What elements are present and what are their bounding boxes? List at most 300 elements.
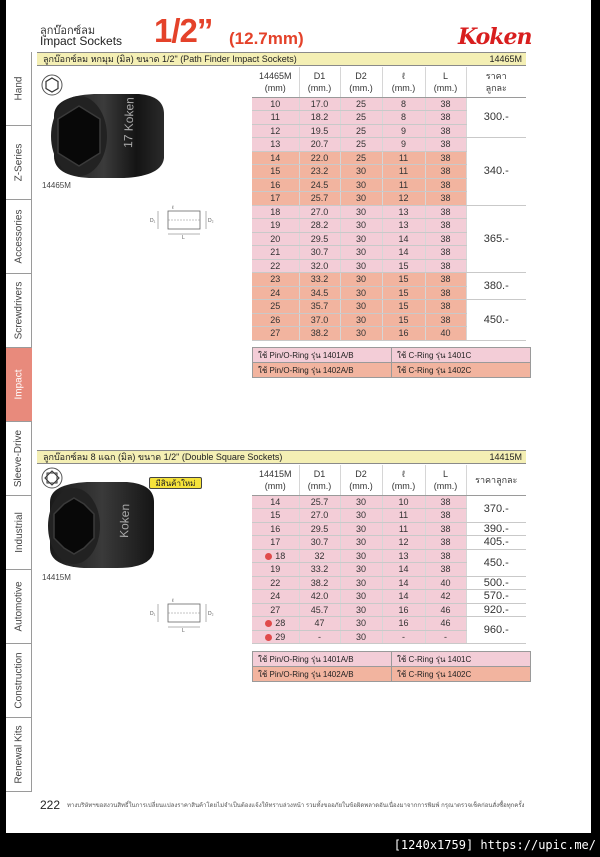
size-cell	[252, 576, 299, 590]
size-cell	[252, 495, 299, 509]
spec-cell-d2: 25	[340, 124, 382, 138]
spec-cell-l: 38	[425, 563, 466, 577]
price-cell: 300.-	[466, 97, 526, 138]
side-tab-label: Accessories	[13, 209, 25, 264]
column-header-title: 14465M	[258, 70, 292, 81]
column-header	[382, 67, 425, 97]
size-value: 27	[270, 328, 281, 339]
svg-text:D₂: D₂	[208, 218, 214, 224]
svg-text:L: L	[182, 235, 185, 239]
double-square-socket-photo	[42, 476, 162, 572]
ring-cell: ใช้ Pin/O-Ring รุ่น 1402A/B	[253, 667, 392, 682]
table-row	[252, 549, 526, 563]
size-value: 22	[270, 260, 281, 271]
size-value: 17	[270, 193, 281, 204]
size-cell	[252, 259, 299, 273]
spec-cell-l: 15	[382, 259, 425, 273]
size-cell	[252, 232, 299, 246]
side-tab-z-series[interactable]	[6, 126, 32, 200]
spec-cell-l: 40	[425, 576, 466, 590]
spec-cell-d1: 38.2	[299, 327, 340, 341]
spec-cell-l: 40	[425, 327, 466, 341]
table-row	[252, 205, 526, 219]
spec-cell-l: 38	[425, 111, 466, 125]
spec-cell-d2: 30	[340, 590, 382, 604]
spec-cell-d2: 30	[340, 273, 382, 287]
spec-cell-l: 11	[382, 522, 425, 536]
column-header-title: ราคา	[485, 70, 507, 81]
size-cell	[252, 327, 299, 341]
spec-cell-d2: 30	[340, 576, 382, 590]
spec-cell-d1: 27.0	[299, 509, 340, 523]
spec-cell-d1: 17.0	[299, 97, 340, 111]
spec-cell-d1: 24.5	[299, 178, 340, 192]
spec-cell-d1: 25.7	[299, 495, 340, 509]
spec-cell-l: 14	[382, 590, 425, 604]
spec-cell-d1: 35.7	[299, 300, 340, 314]
spec-cell-l: 38	[425, 313, 466, 327]
column-header	[382, 465, 425, 495]
spec-cell-d1: 30.7	[299, 536, 340, 550]
spec-cell-l: 15	[382, 273, 425, 287]
double-square-socket-dimension-drawing	[146, 598, 218, 632]
spec-cell-d2: 25	[340, 138, 382, 152]
spec-cell-d1: 22.0	[299, 151, 340, 165]
price-cell: 920.-	[466, 603, 526, 617]
spec-cell-d2: 25	[340, 97, 382, 111]
spec-cell-d2: 30	[340, 563, 382, 577]
table-row	[252, 590, 526, 604]
section1-spec-table	[252, 67, 526, 341]
column-header-title: ราคาลูกละ	[475, 474, 518, 485]
spec-cell-d2: 30	[340, 509, 382, 523]
spec-cell-l: 16	[382, 617, 425, 631]
size-cell	[252, 165, 299, 179]
side-tab-industrial[interactable]	[6, 496, 32, 570]
spec-cell-d1: 27.0	[299, 205, 340, 219]
spec-cell-l: 38	[425, 205, 466, 219]
size-cell	[252, 273, 299, 287]
footer-disclaimer: ทางบริษัทฯขอสงวนสิทธิ์ในการเปลี่ยนแปลงราคาสินค้าโดยไม่จำเป็นต้องแจ้งให้ทราบล่วงหน้า รวมทั้งขออภัยในข้อผิดพลาดอันเนื่องมาจากการพิมพ์ กรุณาตรวจเช็คก่อนสั่งซื้อทุกครั้ง	[67, 803, 525, 809]
spec-cell-d2: 30	[340, 313, 382, 327]
spec-cell-l: 38	[425, 219, 466, 233]
spec-cell-l: 38	[425, 259, 466, 273]
size-value: 19	[270, 220, 281, 231]
svg-text:ℓ: ℓ	[172, 598, 174, 604]
column-header-title: D1	[313, 468, 326, 479]
spec-cell-l: 12	[382, 192, 425, 206]
spec-cell-d2: 30	[340, 259, 382, 273]
spec-cell-l: 13	[382, 549, 425, 563]
spec-cell-l: 11	[382, 178, 425, 192]
column-header-title: D1	[313, 70, 326, 81]
header-size-mm: (12.7mm)	[229, 29, 304, 48]
size-value: 28	[275, 618, 286, 629]
spec-cell-l: 38	[425, 192, 466, 206]
spec-cell-d2: 25	[340, 111, 382, 125]
size-cell	[252, 151, 299, 165]
header-title: Impact Sockets	[40, 34, 123, 48]
spec-cell-l: 38	[425, 246, 466, 260]
size-cell	[252, 313, 299, 327]
price-cell: 500.-	[466, 576, 526, 590]
size-value: 20	[270, 233, 281, 244]
size-value: 15	[270, 510, 281, 521]
size-cell	[252, 219, 299, 233]
price-cell: 340.-	[466, 138, 526, 206]
spec-cell-d2: 30	[340, 246, 382, 260]
table-row	[252, 576, 526, 590]
spec-cell-l: 13	[382, 219, 425, 233]
new-product-badge: มีสินค้าใหม่	[149, 477, 202, 489]
svg-text:D₂: D₂	[208, 611, 214, 617]
size-value: 22	[270, 577, 281, 588]
section2-spec-table	[252, 465, 526, 644]
category-tabs	[6, 52, 32, 792]
table-row	[252, 300, 526, 314]
column-header-unit: ลูกละ	[485, 82, 507, 93]
price-cell: 405.-	[466, 536, 526, 550]
new-item-dot	[265, 620, 272, 627]
column-header-price	[466, 67, 526, 97]
new-item-dot	[265, 634, 272, 641]
spec-cell-d1: 45.7	[299, 603, 340, 617]
hex-socket-dimension-drawing	[146, 205, 218, 239]
spec-cell-d1: -	[299, 630, 340, 644]
size-value: 15	[270, 166, 281, 177]
spec-cell-l: 38	[425, 273, 466, 287]
table-row	[252, 138, 526, 152]
spec-cell-l: 38	[425, 178, 466, 192]
size-cell	[252, 300, 299, 314]
size-cell	[252, 97, 299, 111]
ring-cell: ใช้ C-Ring รุ่น 1401C	[392, 652, 531, 667]
spec-cell-d2: 30	[340, 205, 382, 219]
spec-cell-d2: 30	[340, 219, 382, 233]
spec-cell-d2: 30	[340, 495, 382, 509]
column-header-title: ℓ	[402, 468, 405, 479]
spec-cell-l: 38	[425, 151, 466, 165]
spec-cell-l: 46	[425, 617, 466, 631]
spec-cell-l: 11	[382, 165, 425, 179]
size-cell	[252, 111, 299, 125]
column-header-unit: (mm.)	[349, 480, 373, 491]
section1-photo-caption: 14465M	[42, 181, 71, 190]
size-value: 26	[270, 314, 281, 325]
column-header-unit: (mm.)	[349, 82, 373, 93]
size-cell	[252, 509, 299, 523]
section2-band-title: ลูกบ๊อกซ์ลม 8 แฉก (มิล) ขนาด 1/2" (Double Square Sockets)	[43, 452, 283, 462]
brand-logo: Koken	[458, 24, 532, 50]
table-header-row	[252, 67, 526, 97]
side-tab-label: Z-Series	[13, 143, 25, 182]
spec-cell-d2: 30	[340, 536, 382, 550]
size-cell	[252, 138, 299, 152]
side-tab-screwdrivers[interactable]	[6, 274, 32, 348]
price-cell: 370.-	[466, 495, 526, 522]
column-header-title: L	[442, 468, 448, 479]
spec-cell-l: 14	[382, 563, 425, 577]
size-cell	[252, 522, 299, 536]
side-tab-impact[interactable]	[6, 348, 32, 422]
photo-marking: Koken	[117, 503, 133, 539]
side-tab-accessories[interactable]	[6, 200, 32, 274]
column-header	[252, 67, 299, 97]
size-value: 24	[270, 591, 281, 602]
size-value: 14	[270, 496, 281, 507]
side-tab-label: Screwdrivers	[13, 281, 25, 340]
spec-cell-d1: 29.5	[299, 522, 340, 536]
spec-cell-d2: 30	[340, 232, 382, 246]
svg-text:ℓ: ℓ	[172, 205, 174, 211]
table-row	[252, 522, 526, 536]
side-tab-hand[interactable]	[6, 52, 32, 126]
spec-cell-l: 38	[425, 286, 466, 300]
header-size: 1/2”	[154, 12, 213, 49]
source-url: [1240x1759] https://upic.me/	[393, 838, 596, 852]
size-value: 19	[270, 564, 281, 575]
hex-socket-photo	[44, 86, 174, 182]
spec-cell-l: 42	[425, 590, 466, 604]
size-cell	[252, 563, 299, 577]
column-header-unit: (mm.)	[391, 82, 416, 93]
table-row	[252, 273, 526, 287]
side-tab-automotive[interactable]	[6, 570, 32, 644]
spec-cell-l: -	[382, 630, 425, 644]
size-value: 25	[270, 301, 281, 312]
side-tab-label: Automotive	[13, 581, 25, 632]
size-value: 16	[270, 179, 281, 190]
spec-cell-l: 38	[425, 124, 466, 138]
photo-marking: 17 Koken	[121, 96, 137, 149]
price-cell: 450.-	[466, 300, 526, 341]
side-tab-renewal-kits[interactable]	[6, 718, 32, 792]
spec-cell-d1: 38.2	[299, 576, 340, 590]
header-thai-title: ลูกบ๊อกซ์ลม	[40, 25, 96, 37]
spec-cell-l: 38	[425, 495, 466, 509]
spec-cell-d1: 30.7	[299, 246, 340, 260]
column-header	[299, 67, 340, 97]
column-header-title: D2	[355, 70, 367, 81]
size-value: 18	[270, 206, 281, 217]
side-tab-label: Sleeve-Drive	[13, 429, 25, 488]
spec-cell-d1: 19.5	[299, 124, 340, 138]
spec-cell-l: 16	[382, 327, 425, 341]
spec-cell-l: 38	[425, 549, 466, 563]
table-row	[252, 97, 526, 111]
spec-cell-l: 15	[382, 313, 425, 327]
spec-cell-l: -	[425, 630, 466, 644]
size-value: 29	[275, 631, 286, 642]
catalog-sheet	[6, 0, 591, 833]
spec-cell-d1: 18.2	[299, 111, 340, 125]
ring-cell: ใช้ C-Ring รุ่น 1401C	[392, 348, 531, 363]
spec-cell-l: 38	[425, 138, 466, 152]
column-header-unit: (mm)	[264, 480, 286, 491]
spec-cell-d1: 32	[299, 549, 340, 563]
ring-cell: ใช้ C-Ring รุ่น 1402C	[392, 667, 531, 682]
ring-cell: ใช้ Pin/O-Ring รุ่น 1402A/B	[253, 363, 392, 378]
table-row	[252, 495, 526, 509]
price-cell: 570.-	[466, 590, 526, 604]
column-header	[299, 465, 340, 495]
size-cell	[252, 630, 299, 644]
spec-cell-d1: 28.2	[299, 219, 340, 233]
spec-cell-d2: 30	[340, 549, 382, 563]
price-cell: 365.-	[466, 205, 526, 273]
spec-cell-l: 38	[425, 522, 466, 536]
size-cell	[252, 178, 299, 192]
spec-cell-l: 38	[425, 232, 466, 246]
svg-text:L: L	[182, 628, 185, 632]
column-header-unit: (mm.)	[307, 480, 332, 491]
side-tab-label: Industrial	[13, 512, 25, 553]
column-header-unit: (mm.)	[307, 82, 332, 93]
spec-cell-d2: 30	[340, 165, 382, 179]
table-row	[252, 617, 526, 631]
spec-cell-d2: 25	[340, 151, 382, 165]
spec-cell-d2: 30	[340, 603, 382, 617]
ring-cell: ใช้ Pin/O-Ring รุ่น 1401A/B	[253, 652, 392, 667]
price-cell: 450.-	[466, 549, 526, 576]
spec-cell-l: 9	[382, 138, 425, 152]
spec-cell-d1: 37.0	[299, 313, 340, 327]
size-value: 16	[270, 523, 281, 534]
spec-cell-l: 38	[425, 536, 466, 550]
size-cell	[252, 124, 299, 138]
section1-band-code: 14465M	[489, 54, 522, 64]
table-header-row	[252, 465, 526, 495]
spec-cell-l: 13	[382, 205, 425, 219]
spec-cell-l: 8	[382, 97, 425, 111]
size-cell	[252, 246, 299, 260]
price-cell: 380.-	[466, 273, 526, 300]
size-cell	[252, 205, 299, 219]
spec-cell-d2: 30	[340, 286, 382, 300]
spec-cell-d1: 47	[299, 617, 340, 631]
spec-cell-d1: 29.5	[299, 232, 340, 246]
table-row	[252, 603, 526, 617]
spec-cell-l: 11	[382, 509, 425, 523]
spec-cell-l: 15	[382, 300, 425, 314]
size-value: 12	[270, 125, 281, 136]
side-tab-label: Renewal Kits	[13, 725, 25, 784]
spec-cell-l: 10	[382, 495, 425, 509]
page-number: 222	[40, 798, 61, 812]
spec-cell-d2: 30	[340, 300, 382, 314]
spec-cell-d1: 20.7	[299, 138, 340, 152]
spec-cell-l: 9	[382, 124, 425, 138]
price-cell: 960.-	[466, 617, 526, 644]
column-header-title: L	[442, 70, 448, 81]
column-header-title: ℓ	[402, 70, 405, 81]
column-header	[340, 465, 382, 495]
size-value: 14	[270, 152, 281, 163]
spec-cell-l: 12	[382, 536, 425, 550]
spec-cell-d1: 33.2	[299, 273, 340, 287]
spec-cell-l: 14	[382, 246, 425, 260]
section2-ring-table	[252, 651, 531, 682]
ring-cell: ใช้ C-Ring รุ่น 1402C	[392, 363, 531, 378]
spec-cell-l: 46	[425, 603, 466, 617]
svg-text:D₁: D₁	[150, 611, 156, 617]
spec-cell-d2: 30	[340, 327, 382, 341]
column-header-unit: (mm.)	[433, 480, 458, 491]
size-value: 18	[275, 550, 286, 561]
spec-cell-d1: 34.5	[299, 286, 340, 300]
column-header-title: 14415M	[258, 468, 292, 479]
size-value: 11	[270, 112, 280, 123]
side-tab-label: Construction	[13, 652, 25, 709]
section1-ring-table	[252, 347, 531, 378]
section1-band-title: ลูกบ๊อกซ์ลม หกมุม (มิล) ขนาด 1/2" (Path Finder Impact Sockets)	[43, 54, 297, 64]
spec-cell-d1: 42.0	[299, 590, 340, 604]
size-cell	[252, 192, 299, 206]
section2-band	[37, 450, 526, 464]
column-header	[340, 67, 382, 97]
spec-cell-d2: 30	[340, 630, 382, 644]
size-value: 24	[270, 287, 281, 298]
spec-cell-l: 38	[425, 300, 466, 314]
spec-cell-l: 38	[425, 165, 466, 179]
spec-cell-l: 14	[382, 576, 425, 590]
size-cell	[252, 590, 299, 604]
section2-photo-caption: 14415M	[42, 573, 71, 582]
spec-cell-d2: 30	[340, 617, 382, 631]
size-value: 21	[270, 247, 281, 258]
svg-text:D₁: D₁	[150, 218, 156, 224]
spec-cell-l: 16	[382, 603, 425, 617]
size-cell	[252, 549, 299, 563]
size-value: 10	[270, 98, 281, 109]
column-header-unit: (mm)	[264, 82, 286, 93]
size-value: 23	[270, 274, 281, 285]
spec-cell-d1: 33.2	[299, 563, 340, 577]
side-tab-label: Impact	[13, 369, 25, 400]
size-cell	[252, 286, 299, 300]
spec-cell-l: 38	[425, 97, 466, 111]
side-tab-sleeve-drive[interactable]	[6, 422, 32, 496]
section2-band-code: 14415M	[489, 452, 522, 462]
spec-cell-d2: 30	[340, 178, 382, 192]
spec-cell-l: 8	[382, 111, 425, 125]
new-item-dot	[265, 553, 272, 560]
size-value: 13	[270, 139, 281, 150]
size-cell	[252, 603, 299, 617]
table-row	[252, 536, 526, 550]
column-header-price	[466, 465, 526, 495]
ring-cell: ใช้ Pin/O-Ring รุ่น 1401A/B	[253, 348, 392, 363]
column-header-unit: (mm.)	[391, 480, 416, 491]
column-header	[425, 465, 466, 495]
column-header-unit: (mm.)	[433, 82, 458, 93]
column-header-title: D2	[355, 468, 367, 479]
spec-cell-l: 11	[382, 151, 425, 165]
column-header	[425, 67, 466, 97]
size-cell	[252, 536, 299, 550]
spec-cell-d2: 30	[340, 522, 382, 536]
spec-cell-d2: 30	[340, 192, 382, 206]
spec-cell-d1: 23.2	[299, 165, 340, 179]
column-header	[252, 465, 299, 495]
spec-cell-d1: 32.0	[299, 259, 340, 273]
section1-band	[37, 52, 526, 66]
spec-cell-l: 15	[382, 286, 425, 300]
size-cell	[252, 617, 299, 631]
spec-cell-l: 38	[425, 509, 466, 523]
spec-cell-d1: 25.7	[299, 192, 340, 206]
side-tab-construction[interactable]	[6, 644, 32, 718]
